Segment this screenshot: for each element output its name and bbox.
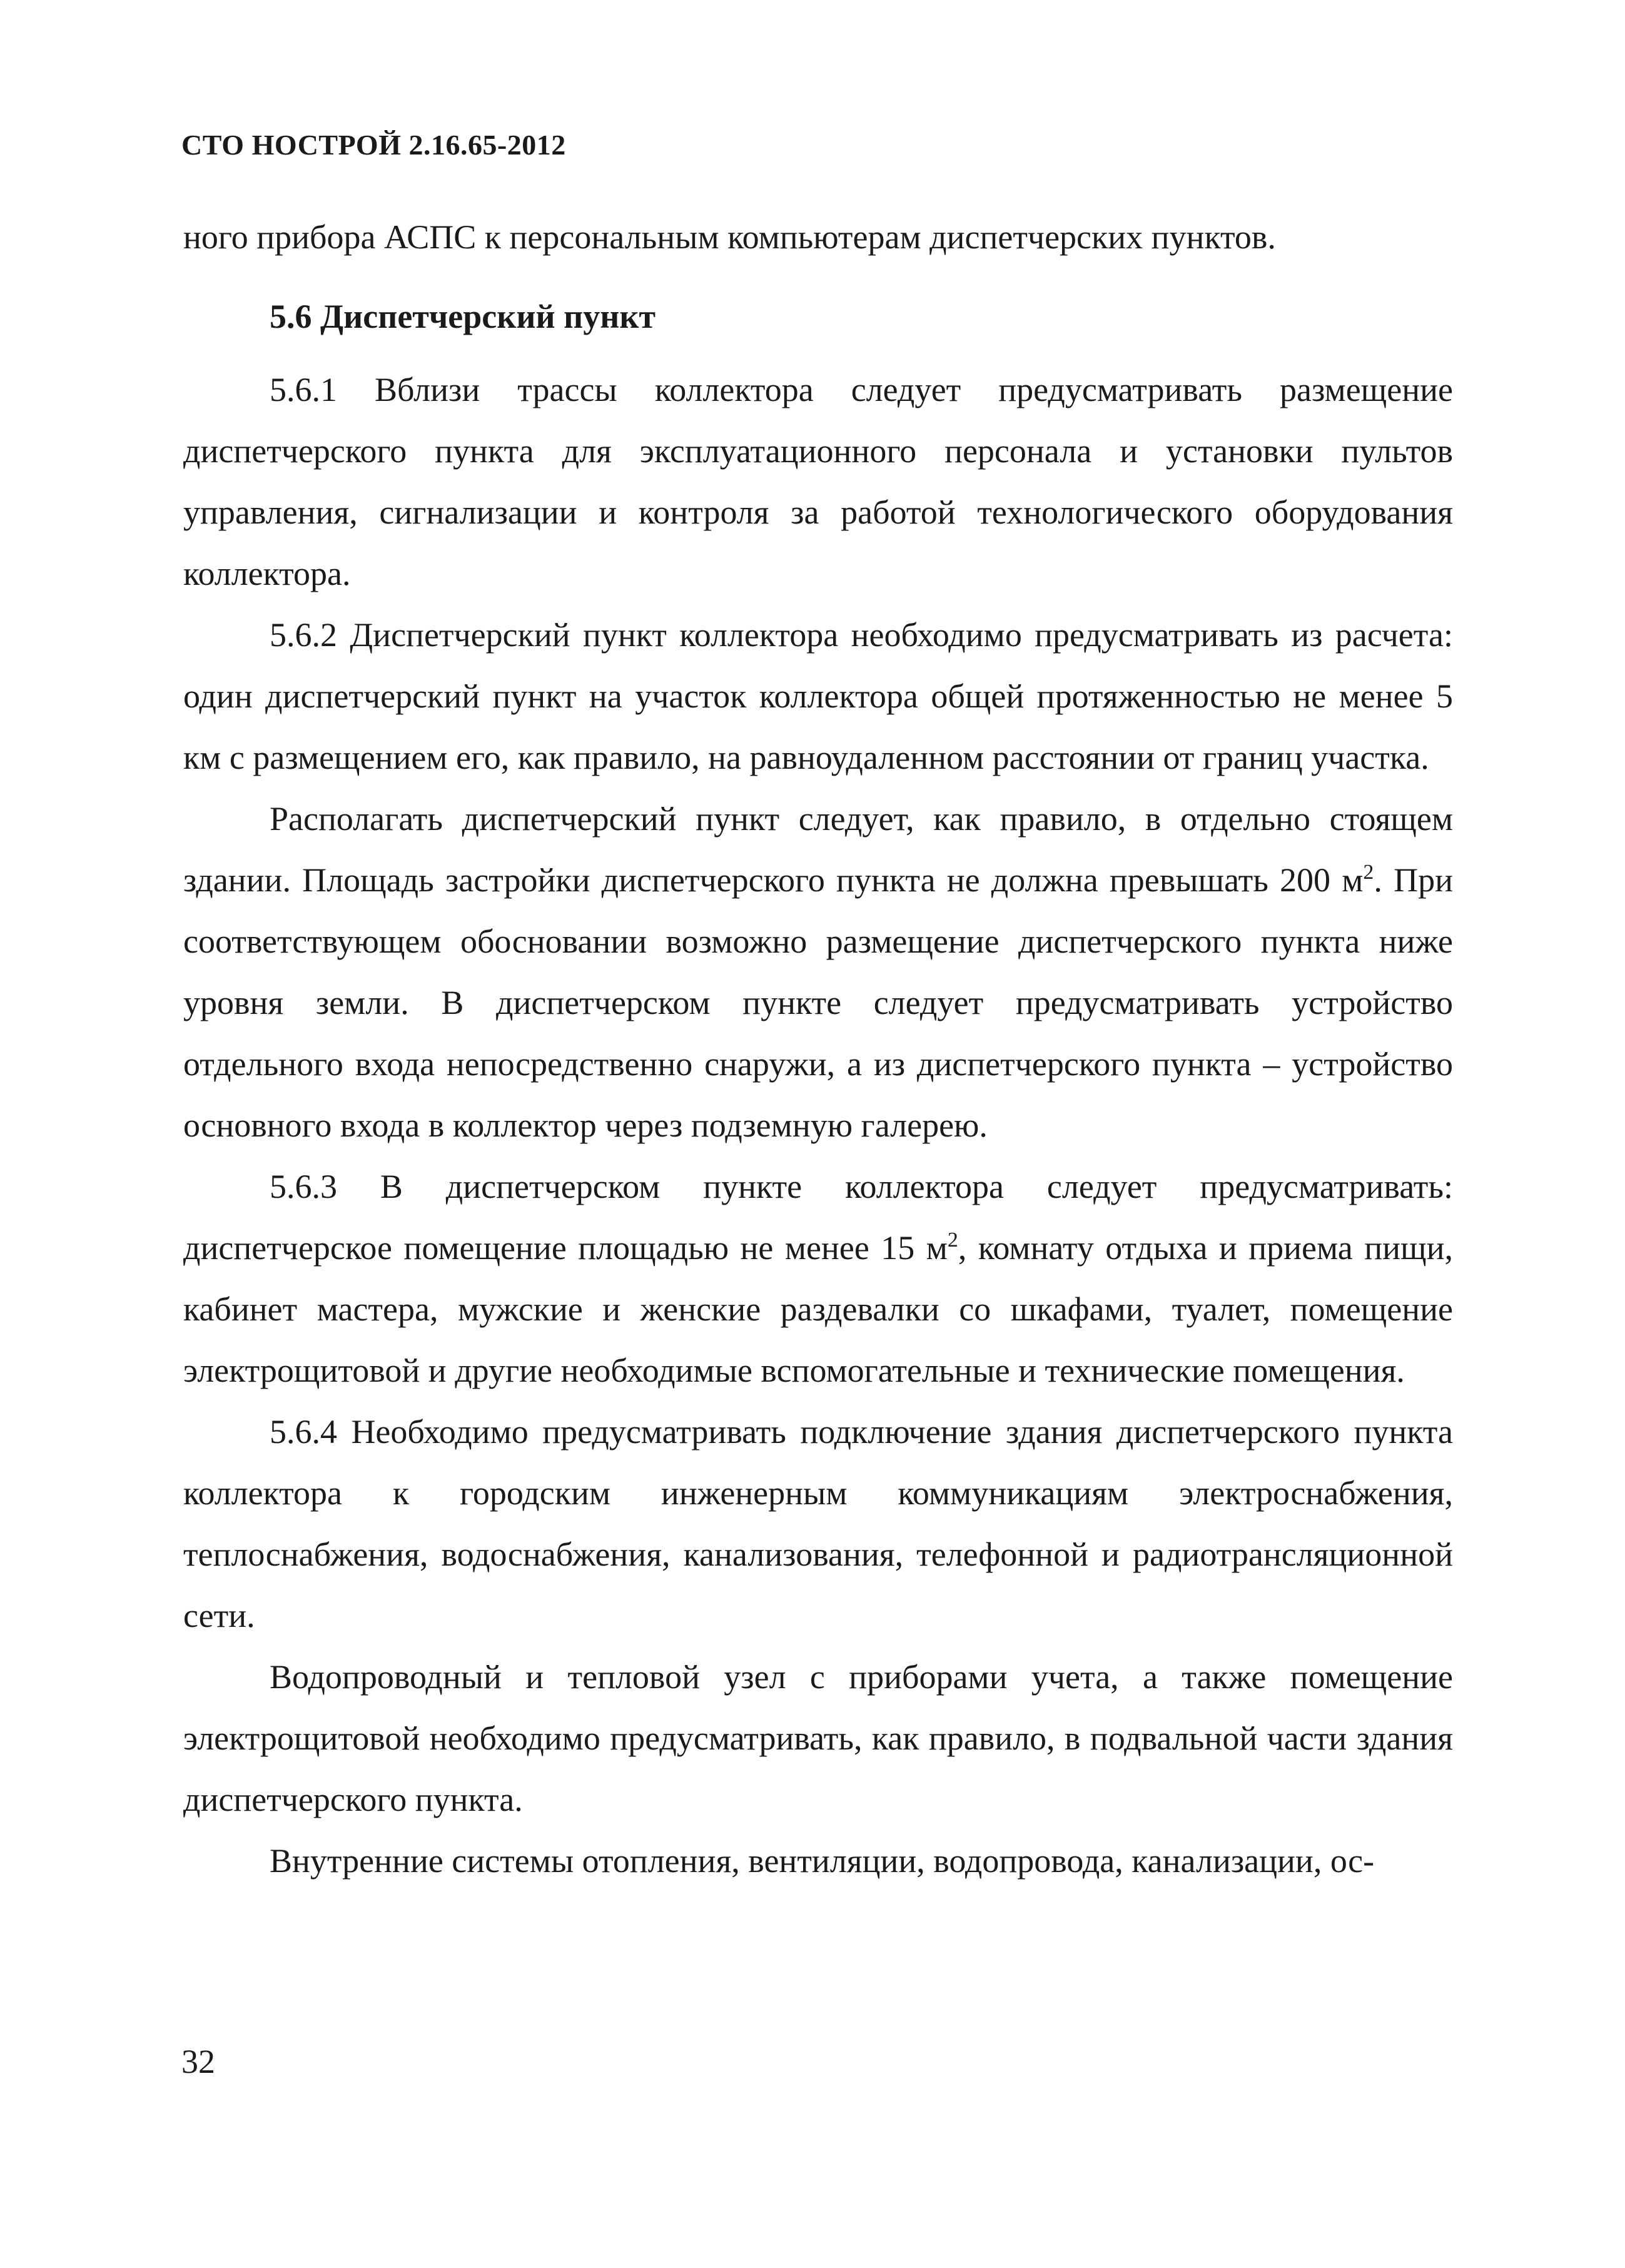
paragraph-location-text-a: Располагать диспетчерский пункт следует, как правило, в отдельно стоящем здании. Площадь застройки диспетчерского пункта не должна превышать 200 м: [183, 800, 1453, 899]
paragraph-internal-systems: Внутренние системы отопления, вентиляции, водопровода, канализации, ос-: [270, 1842, 1375, 1880]
document-body: [183, 206, 1453, 1891]
paragraph-5-6-3: [183, 1156, 1453, 1401]
section-heading: 5.6 Диспетчерский пункт: [270, 298, 656, 335]
paragraph-water-node: Водопроводный и тепловой узел с приборами учета, а также помещение электрощитовой необходимо предусматривать, как правило, в подвальной части здания диспетчерского пункта.: [183, 1658, 1453, 1818]
continuation-paragraph: ного прибора АСПС к персональным компьютерам диспетчерских пунктов.: [183, 218, 1276, 256]
paragraph-5-6-2: 5.6.2 Диспетчерский пункт коллектора необходимо предусматривать из расчета: один диспетчерский пункт на участок коллектора общей протяженностью не менее 5 км с размещением его, как правило, на равноудаленном расстоянии от границ участка.: [183, 616, 1453, 776]
superscript-squared: 2: [1363, 861, 1374, 884]
paragraph-location: [183, 788, 1453, 1156]
paragraph-location-text-b: . При соответствующем обосновании возможно размещение диспетчерского пункта ниже уровня земли. В диспетчерском пункте следует предусматривать устройство отдельного входа непосредственно снаружи, а из диспетчерского пункта – устройство основного входа в коллектор через подземную галерею.: [183, 861, 1453, 1144]
document-header-code: СТО НОСТРОЙ 2.16.65-2012: [181, 129, 566, 161]
paragraph-5-6-1: 5.6.1 Вблизи трассы коллектора следует предусматривать размещение диспетчерского пункта для эксплуатационного персонала и установки пультов управления, сигнализации и контроля за работой технологического оборудования коллектора.: [183, 371, 1453, 592]
page-number: 32: [181, 2043, 215, 2080]
paragraph-5-6-3-text-b: , комнату отдыха и приема пищи, кабинет мастера, мужские и женские раздевалки со шкафами, туалет, помещение электрощитовой и другие необходимые вспомогательные и технические помещения.: [183, 1229, 1453, 1389]
paragraph-5-6-4: 5.6.4 Необходимо предусматривать подключение здания диспетчерского пункта коллектора к городским инженерным коммуникациям электроснабжения, теплоснабжения, водоснабжения, канализования, телефонной и радиотрансляционной сети.: [183, 1413, 1453, 1634]
superscript-squared: 2: [947, 1228, 958, 1252]
paragraph-5-6-3-text-a: 5.6.3 В диспетчерском пункте коллектора следует предусматривать: диспетчерское помещение площадью не менее 15 м: [183, 1168, 1453, 1267]
